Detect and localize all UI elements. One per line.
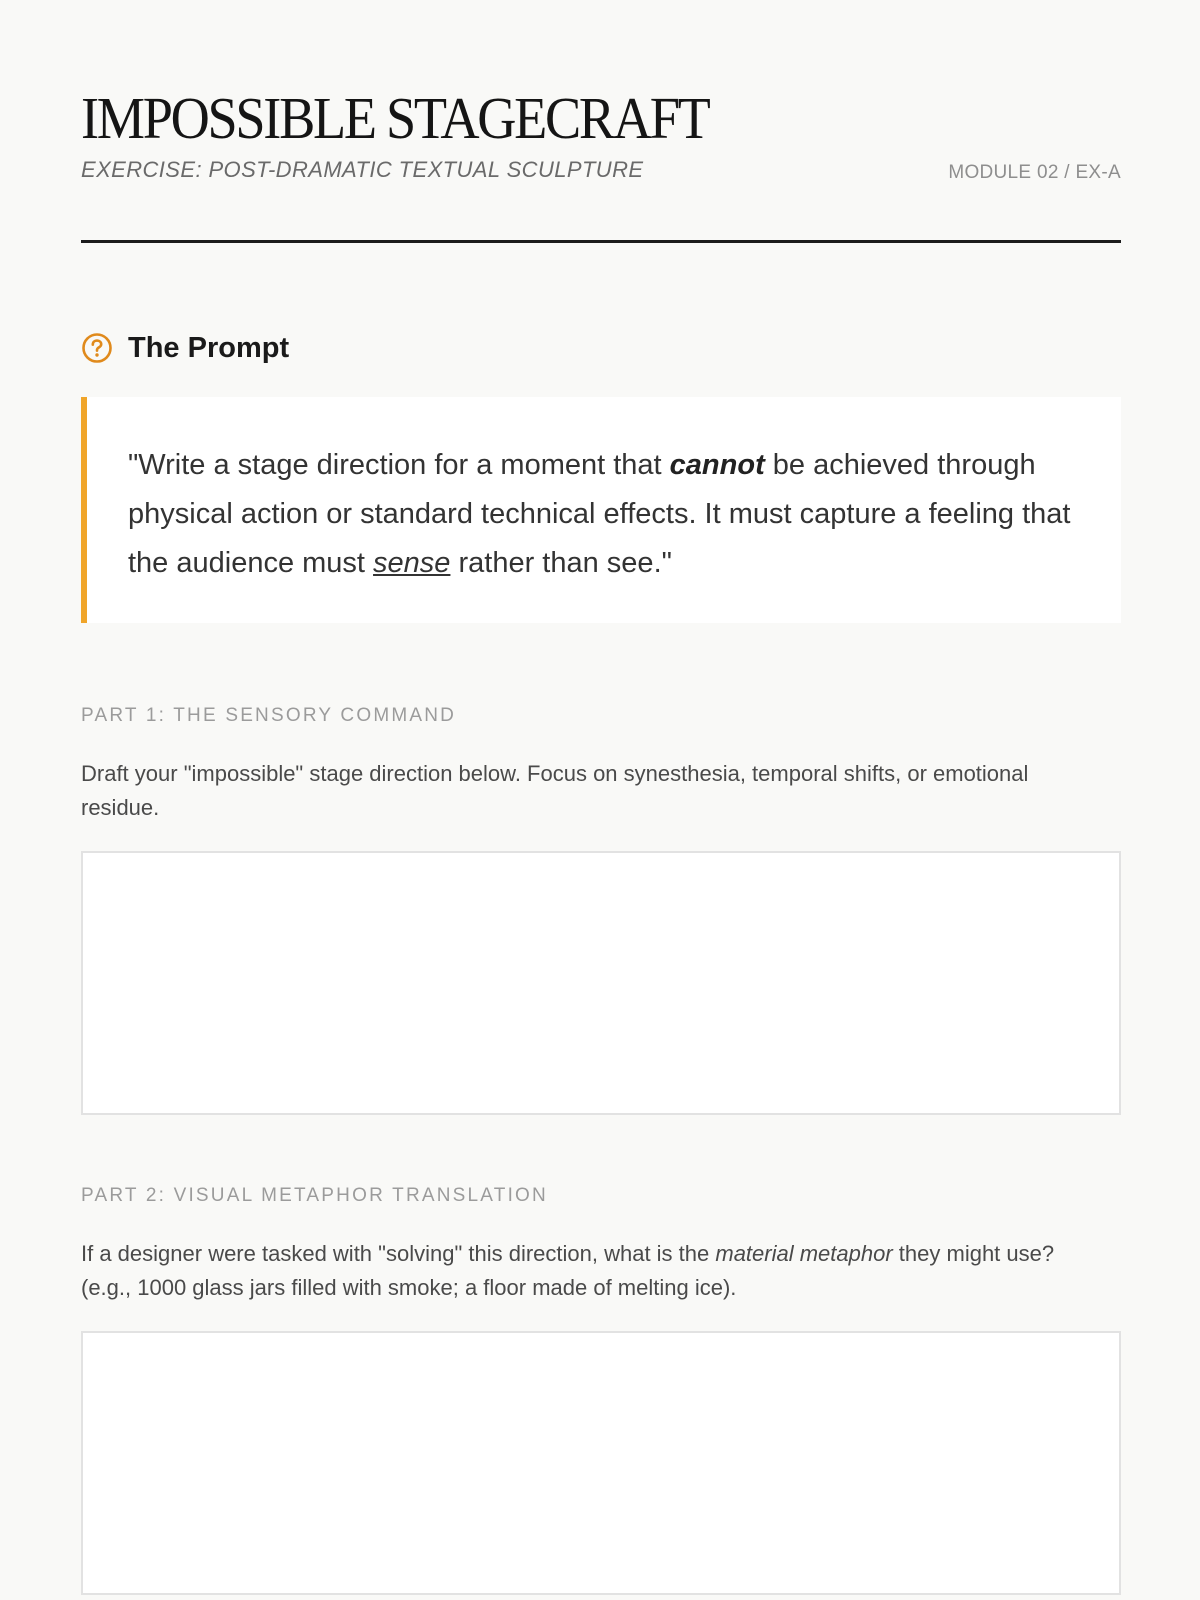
prompt-text-segment: rather than see." (450, 547, 672, 579)
prompt-text-segment: "Write a stage direction for a moment that (128, 449, 670, 481)
part1-label: PART 1: THE SENSORY COMMAND (81, 705, 457, 726)
prompt-text-segment: be achieved through physical action or standard technical effects. It must capture a feeling that the audience must (128, 449, 1071, 579)
part1-answer-field[interactable] (81, 851, 1121, 1115)
prompt-quote-box (81, 397, 1121, 623)
page-title: IMPOSSIBLE STAGECRAFT (81, 85, 709, 151)
prompt-heading (81, 329, 289, 367)
part2-description-segment: they might use? (e.g., 1000 glass jars filled with smoke; a floor made of melting ice). (81, 1241, 1055, 1300)
prompt-emphasis-cannot: cannot (669, 449, 765, 481)
part2-label: PART 2: VISUAL METAPHOR TRANSLATION (81, 1185, 548, 1206)
part2-description (81, 1237, 1081, 1305)
part2-answer-field[interactable] (81, 1331, 1121, 1595)
exercise-subtitle: EXERCISE: POST-DRAMATIC TEXTUAL SCULPTURE (81, 157, 644, 182)
prompt-emphasis-sense: sense (373, 547, 451, 579)
part2-description-segment: If a designer were tasked with "solving" this direction, what is the (81, 1241, 716, 1266)
prompt-heading-label: The Prompt (128, 331, 290, 364)
part1-description: Draft your "impossible" stage direction below. Focus on synesthesia, temporal shifts, or emotional residue. (81, 761, 1029, 820)
part2-description-emphasis: material metaphor (715, 1241, 893, 1266)
prompt-quote-text (128, 441, 1088, 588)
module-code: MODULE 02 / EX-A (948, 162, 1121, 183)
question-circle-icon (81, 332, 113, 364)
header-divider (81, 240, 1121, 243)
